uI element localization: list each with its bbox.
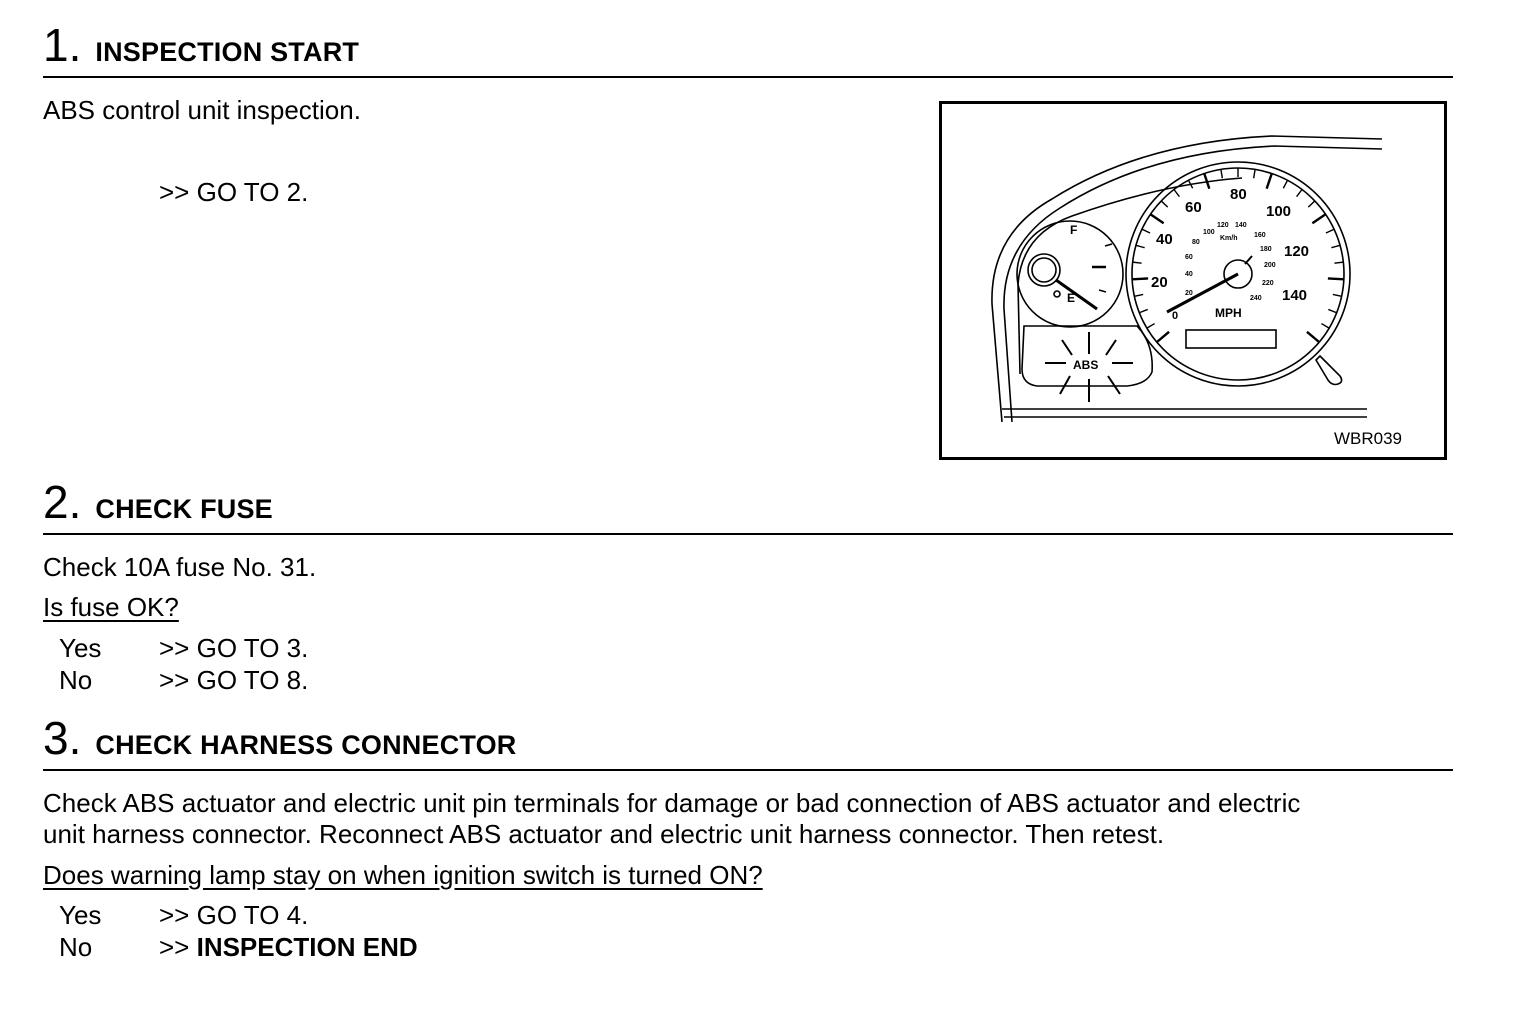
no-label: No <box>59 665 93 695</box>
speedometer-tick <box>1254 169 1255 178</box>
yes-label: Yes <box>59 900 102 930</box>
fuel-empty-label: E <box>1067 291 1076 305</box>
goto-link: >> GO TO 3. <box>159 633 309 663</box>
step-number: 2. <box>43 476 82 528</box>
kmh-tick-40: 40 <box>1185 271 1193 278</box>
speedometer-tick <box>1328 309 1336 312</box>
mph-tick-40: 40 <box>1156 231 1173 248</box>
step-3-text-line-1: Check ABS actuator and electric unit pin terminals for damage or bad connection of ABS actuator and electric <box>43 788 1301 818</box>
kmh-tick-180: 180 <box>1260 246 1272 253</box>
speedometer-tick <box>1136 245 1145 247</box>
yes-label: Yes <box>59 633 102 663</box>
step-heading <box>43 19 1453 78</box>
step-1-text: ABS control unit inspection. <box>43 95 361 125</box>
step-title: CHECK FUSE <box>95 494 273 524</box>
speedometer-tick <box>1134 294 1143 296</box>
step-title: CHECK HARNESS CONNECTOR <box>95 730 517 760</box>
speedometer-tick <box>1308 201 1315 207</box>
speedometer-tick <box>1174 190 1179 197</box>
kmh-tick-160: 160 <box>1254 232 1266 239</box>
speedometer-tick <box>1283 180 1287 188</box>
abs-lamp-label: ABS <box>1073 358 1099 372</box>
mph-tick-100: 100 <box>1266 203 1292 220</box>
step-2-yes-row <box>43 632 308 664</box>
speedometer-tick <box>1333 294 1342 296</box>
step-1-header <box>43 19 1453 78</box>
speedometer-tick <box>1139 309 1147 312</box>
speedometer-tick <box>1321 324 1329 329</box>
step-heading <box>43 712 1453 771</box>
mph-tick-60: 60 <box>1185 199 1202 216</box>
inspection-end: INSPECTION END <box>196 932 418 962</box>
step-3-yes-row <box>43 899 308 931</box>
kmh-tick-60: 60 <box>1185 254 1193 261</box>
speedometer-tick <box>1297 190 1302 197</box>
speedometer-tick <box>1331 245 1340 247</box>
step-3-question: Does warning lamp stay on when ignition switch is turned ON? <box>43 860 763 890</box>
kmh-tick-20: 20 <box>1185 290 1193 297</box>
kmh-tick-240: 240 <box>1250 295 1262 302</box>
step-3-text-line-2: unit harness connector. Reconnect ABS actuator and electric unit harness connector. Then retest. <box>43 819 1165 849</box>
goto-link: >> GO TO 4. <box>159 900 309 930</box>
step-2-no-row <box>43 664 308 696</box>
step-number: 1. <box>43 19 82 71</box>
kmh-tick-80: 80 <box>1192 239 1200 246</box>
step-1-goto <box>43 176 308 208</box>
speedometer-tick <box>1147 324 1155 329</box>
mph-tick-120: 120 <box>1284 243 1310 260</box>
step-2-header <box>43 476 1453 535</box>
step-3-no-row <box>43 931 418 963</box>
figure-code: WBR039 <box>1333 429 1402 448</box>
kmh-unit: Km/h <box>1220 235 1238 242</box>
speedometer-tick <box>1157 332 1169 342</box>
goto-link: >> INSPECTION END <box>159 932 418 962</box>
speedometer-tick <box>1161 201 1168 207</box>
speedometer-tick <box>1326 229 1334 233</box>
mph-tick-140: 140 <box>1282 287 1308 304</box>
zero-label: 0 <box>1172 310 1179 322</box>
mph-tick-20: 20 <box>1151 274 1168 291</box>
step-number: 3. <box>43 712 82 764</box>
fuel-full-label: F <box>1070 223 1078 237</box>
step-title: INSPECTION START <box>95 37 360 67</box>
step-3-header <box>43 712 1453 771</box>
speedometer-tick <box>1132 278 1148 279</box>
speedometer-tick <box>1307 332 1319 342</box>
kmh-tick-220: 220 <box>1262 280 1274 287</box>
kmh-tick-140: 140 <box>1235 222 1247 229</box>
instrument-cluster-illustration <box>942 104 1444 457</box>
speedometer-tick <box>1133 262 1142 263</box>
speedometer-tick <box>1142 229 1150 233</box>
kmh-tick-120: 120 <box>1217 222 1229 229</box>
kmh-tick-100: 100 <box>1203 229 1215 236</box>
instrument-cluster-figure <box>939 101 1447 460</box>
step-2-text: Check 10A fuse No. 31. <box>43 552 317 582</box>
speedometer-tick <box>1267 174 1272 189</box>
goto-link: >> GO TO 8. <box>159 665 309 695</box>
mph-unit: MPH <box>1215 306 1242 320</box>
speedometer-tick <box>1221 169 1222 178</box>
speedometer-tick <box>1312 214 1325 223</box>
goto-link: >> GO TO 2. <box>159 177 309 207</box>
speedometer-tick <box>1328 278 1344 279</box>
step-heading <box>43 476 1453 535</box>
mph-tick-80: 80 <box>1230 186 1247 203</box>
no-label: No <box>59 932 93 962</box>
speedometer-tick <box>1150 214 1163 223</box>
kmh-tick-200: 200 <box>1264 262 1276 269</box>
speedometer-tick <box>1334 262 1343 263</box>
step-2-question: Is fuse OK? <box>43 592 179 622</box>
